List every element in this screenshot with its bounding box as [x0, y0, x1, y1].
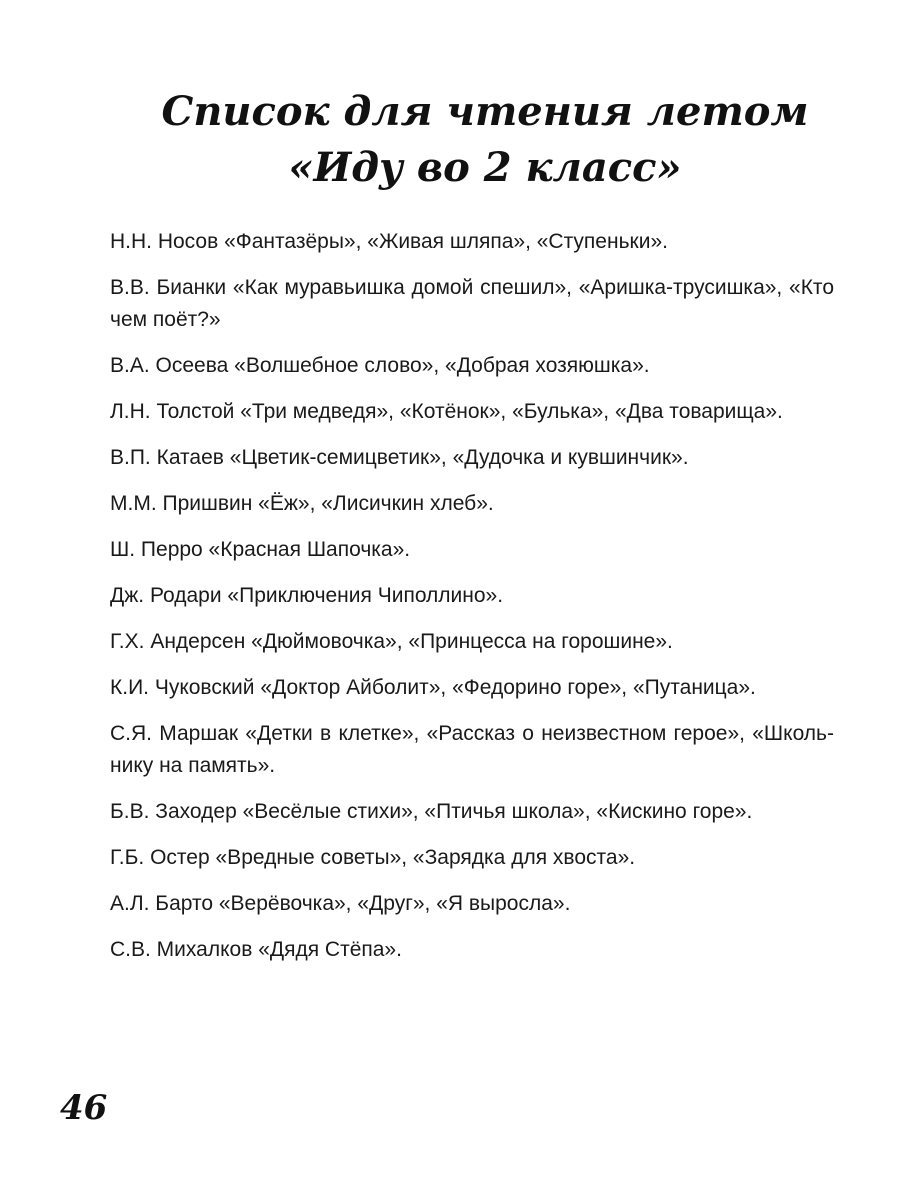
- page-title: [0, 84, 900, 196]
- list-item: М.М. Пришвин «Ёж», «Лисичкин хлеб».: [110, 492, 494, 515]
- reading-list: [110, 226, 834, 980]
- list-item: С.Я. Маршак «Детки в клетке», «Рассказ о неизвестном герое», «Школьнику на память».: [110, 722, 834, 777]
- list-item: К.И. Чуковский «Доктор Айболит», «Федорино горе», «Путаница».: [110, 676, 756, 699]
- title-line-2: «Иду во 2 класс»: [288, 144, 682, 191]
- list-item: Дж. Родари «Приключения Чиполлино».: [110, 584, 504, 607]
- list-item: Н.Н. Носов «Фантазёры», «Живая шляпа», «Ступеньки».: [110, 230, 668, 253]
- list-item: В.А. Осеева «Волшебное слово», «Добрая хозяюшка».: [110, 354, 650, 377]
- list-item: Л.Н. Толстой «Три медведя», «Котёнок», «Булька», «Два товарища».: [110, 400, 783, 423]
- page-number: 46: [60, 1088, 108, 1128]
- list-item: Б.В. Заходер «Весёлые стихи», «Птичья школа», «Кискино горе».: [110, 800, 753, 823]
- list-item: В.В. Бианки «Как муравьишка домой спешил», «Аришка-трусишка», «Кто чем поёт?»: [110, 276, 834, 331]
- list-item: В.П. Катаев «Цветик-семицветик», «Дудочка и кувшинчик».: [110, 446, 689, 469]
- list-item: С.В. Михалков «Дядя Стёпа».: [110, 938, 402, 961]
- list-item: Г.Б. Остер «Вредные советы», «Зарядка для хвоста».: [110, 846, 636, 869]
- title-line-1: Список для чтения летом: [161, 88, 809, 135]
- list-item: А.Л. Барто «Верёвочка», «Друг», «Я выросла».: [110, 892, 571, 915]
- list-item: Г.Х. Андерсен «Дюймовочка», «Принцесса на горошине».: [110, 630, 673, 653]
- list-item: Ш. Перро «Красная Шапочка».: [110, 538, 411, 561]
